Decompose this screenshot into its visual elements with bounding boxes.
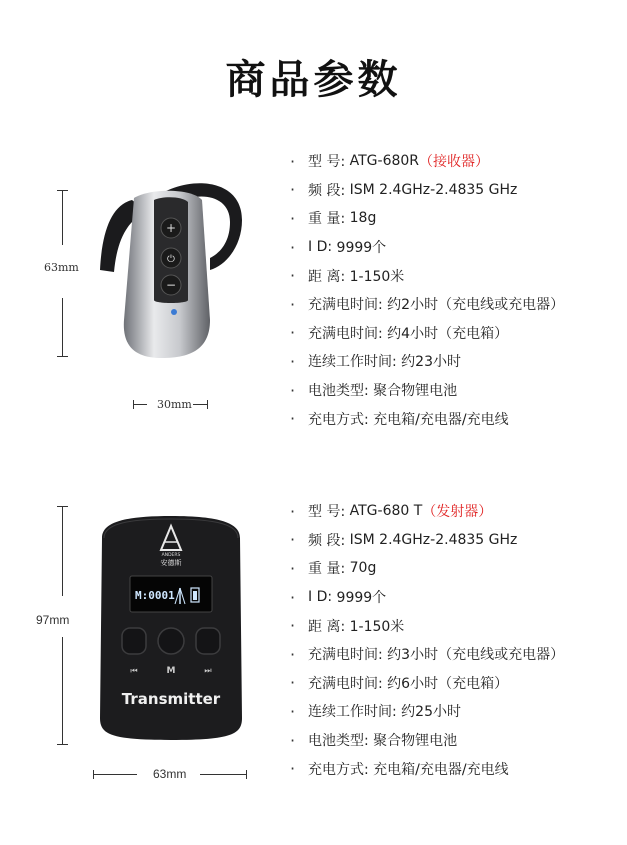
spec-item: · 充电方式: 充电箱/充电器/充电线	[290, 759, 509, 779]
spec-item: · 型 号: ATG-680 T （发射器）	[290, 501, 493, 521]
spec-item: · 距 离: 1-150米	[290, 616, 405, 636]
transmitter-height-label: 97mm	[36, 613, 70, 627]
receiver-earpiece-image	[92, 170, 252, 370]
spec-item: · 重 量: 70g	[290, 558, 377, 578]
receiver-spec-list	[290, 147, 564, 433]
spec-item: · 重 量: 18g	[290, 208, 377, 228]
next-button-label: ⏭	[204, 666, 212, 675]
spec-item: · I D: 9999个	[290, 587, 387, 607]
spec-item: · 充满电时间: 约4小时（充电箱）	[290, 323, 509, 343]
spec-item: · 充满电时间: 约2小时（充电线或充电器）	[290, 294, 565, 314]
spec-item: · 连续工作时间: 约25小时	[290, 701, 461, 721]
brand-logo-cn: 安德斯	[160, 559, 182, 567]
spec-item: · 连续工作时间: 约23小时	[290, 351, 461, 371]
spec-item: · 充电方式: 充电箱/充电器/充电线	[290, 409, 509, 429]
spec-item: · 距 离: 1-150米	[290, 266, 405, 286]
mode-button-label: M	[166, 666, 176, 676]
receiver-width-label: 30mm	[157, 398, 192, 411]
transmitter-device-image	[92, 508, 250, 744]
spec-item: · 充满电时间: 约3小时（充电线或充电器）	[290, 644, 565, 664]
svg-text:−: −	[165, 278, 177, 292]
transmitter-spec-list	[290, 497, 564, 783]
spec-item: · 型 号: ATG-680R （接收器）	[290, 151, 490, 171]
spec-item: · 电池类型: 聚合物锂电池	[290, 380, 458, 400]
spec-item: · I D: 9999个	[290, 237, 387, 257]
svg-text:+: +	[165, 221, 177, 235]
spec-item: · 充满电时间: 约6小时（充电箱）	[290, 673, 509, 693]
transmitter-width-label: 63mm	[153, 767, 187, 781]
device-label: Transmitter	[121, 690, 221, 708]
spec-item: · 频 段: ISM 2.4GHz-2.4835 GHz	[290, 530, 518, 550]
screen-channel-text: M:0001	[135, 589, 175, 602]
spec-item: · 电池类型: 聚合物锂电池	[290, 730, 458, 750]
receiver-height-label: 63mm	[44, 261, 79, 274]
prev-button-label: ⏮	[130, 666, 138, 675]
page-title: 商品参数	[225, 57, 402, 103]
spec-item: · 频 段: ISM 2.4GHz-2.4835 GHz	[290, 180, 518, 200]
brand-logo-text: ANDERS	[161, 553, 181, 558]
svg-text:⏻: ⏻	[167, 254, 175, 265]
